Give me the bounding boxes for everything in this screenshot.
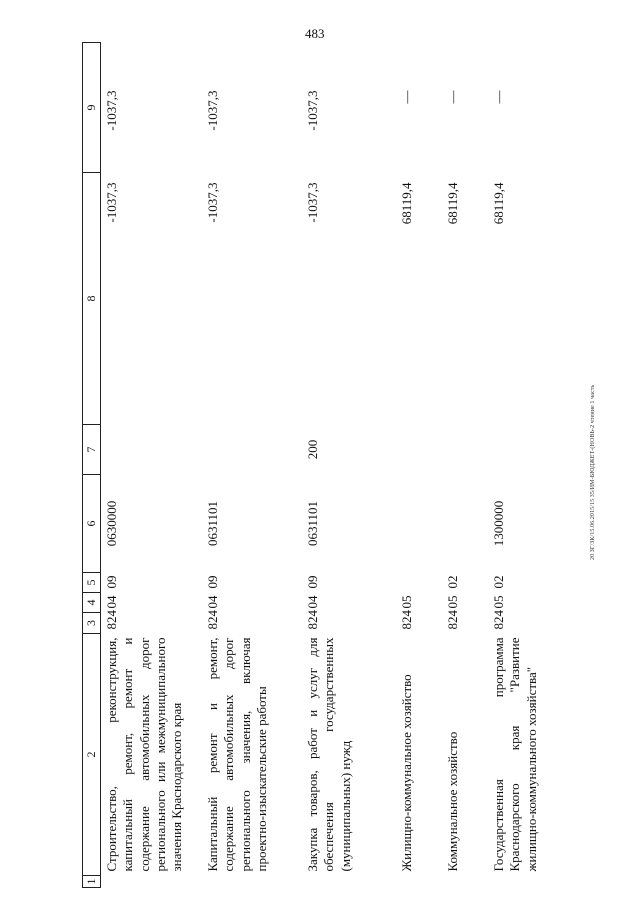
row-target-article: 1300000 bbox=[491, 500, 506, 547]
row-amount-col8: -1037,3 bbox=[305, 182, 320, 223]
row-expense-type bbox=[442, 425, 488, 475]
header-col-7: 7 bbox=[83, 425, 101, 475]
row-target-article bbox=[442, 475, 488, 573]
row-ministry-code: 824 bbox=[399, 610, 414, 630]
row-amount-col9: -1037,3 bbox=[205, 90, 220, 131]
row-target-article: 0631101 bbox=[205, 500, 220, 547]
table-row bbox=[442, 43, 488, 888]
row-amount-col9: -1037,3 bbox=[305, 90, 320, 131]
header-col-8: 8 bbox=[83, 173, 101, 425]
header-col-4: 4 bbox=[83, 593, 101, 613]
budget-table bbox=[82, 42, 564, 888]
row-expense-type bbox=[488, 425, 564, 475]
row-section-code: 04 bbox=[205, 595, 220, 609]
row-section-code: 04 bbox=[305, 595, 320, 609]
row-expense-type bbox=[202, 425, 302, 475]
table-header-row bbox=[83, 43, 101, 888]
row-ministry-code: 824 bbox=[205, 610, 220, 630]
row-amount-col9: — bbox=[491, 90, 506, 104]
row-amount-col8: 68119,4 bbox=[491, 182, 506, 225]
row-subsection-code: 09 bbox=[104, 575, 119, 589]
row-expense-type bbox=[101, 425, 203, 475]
row-name: Коммунальное хозяйство bbox=[445, 731, 460, 872]
table-row bbox=[488, 43, 564, 888]
row-subsection-code bbox=[396, 573, 442, 593]
row-cell-empty bbox=[442, 876, 488, 888]
table-row bbox=[202, 43, 302, 888]
header-col-5: 5 bbox=[83, 573, 101, 593]
row-subsection-code: 09 bbox=[305, 575, 320, 589]
row-expense-type: 200 bbox=[305, 439, 320, 460]
row-section-code: 05 bbox=[399, 595, 414, 609]
row-section-code: 04 bbox=[104, 595, 119, 609]
header-col-3: 3 bbox=[83, 613, 101, 634]
table-row bbox=[302, 43, 396, 888]
table-row bbox=[101, 43, 203, 888]
row-subsection-code: 02 bbox=[445, 575, 460, 589]
row-amount-col9: — bbox=[445, 90, 460, 104]
row-amount-col8: 68119,4 bbox=[445, 182, 460, 225]
row-amount-col8: -1037,3 bbox=[104, 182, 119, 223]
header-col-9: 9 bbox=[83, 43, 101, 173]
row-name: Строительство, реконструкция, капитальный ремонт, ремонт и содержание автомобильных дорог регионального или межмуниципального значения Краснодарского края bbox=[104, 637, 184, 872]
page-number: 483 bbox=[305, 26, 325, 41]
row-ministry-code: 824 bbox=[491, 610, 506, 630]
row-amount-col8: -1037,3 bbox=[205, 182, 220, 223]
row-name: Капитальный ремонт и ремонт, содержание автомобильных дорог регионального значения, включая проектно-изыскательские работы bbox=[205, 637, 269, 872]
row-cell-empty bbox=[396, 876, 442, 888]
document-footer-code: 20 ЗГ/ЗК/15.06.2015/15 35/ИМ-БЮДЖЕТ-(НОВЬ-2 чтение 1 часть bbox=[590, 384, 596, 560]
row-amount-col9: -1037,3 bbox=[104, 90, 119, 131]
row-cell-empty bbox=[302, 876, 396, 888]
row-ministry-code: 824 bbox=[445, 610, 460, 630]
row-target-article: 0631101 bbox=[305, 500, 320, 547]
row-ministry-code: 824 bbox=[305, 610, 320, 630]
row-name: Жилищно-коммунальное хозяйство bbox=[399, 674, 414, 872]
row-name: Закупка товаров, работ и услуг для обеспечения государственных (муниципальных) нужд bbox=[305, 637, 353, 872]
header-col-6: 6 bbox=[83, 475, 101, 573]
row-section-code: 05 bbox=[491, 595, 506, 609]
row-expense-type bbox=[396, 425, 442, 475]
header-col-2: 2 bbox=[83, 634, 101, 876]
row-amount-col9: — bbox=[399, 90, 414, 104]
row-target-article bbox=[396, 475, 442, 573]
row-cell-empty bbox=[202, 876, 302, 888]
table-row bbox=[396, 43, 442, 888]
header-col-1: 1 bbox=[83, 876, 101, 888]
row-cell-empty bbox=[488, 876, 564, 888]
row-cell-empty bbox=[101, 876, 203, 888]
row-ministry-code: 824 bbox=[104, 610, 119, 630]
row-subsection-code: 02 bbox=[491, 575, 506, 589]
row-subsection-code: 09 bbox=[205, 575, 220, 589]
row-amount-col8: 68119,4 bbox=[399, 182, 414, 225]
row-section-code: 05 bbox=[445, 595, 460, 609]
row-target-article: 0630000 bbox=[104, 500, 119, 547]
row-name: Государственная программа Краснодарского края "Развитие жилищно-коммунального хозяйства" bbox=[491, 637, 539, 872]
rotated-table-container bbox=[82, 43, 612, 888]
